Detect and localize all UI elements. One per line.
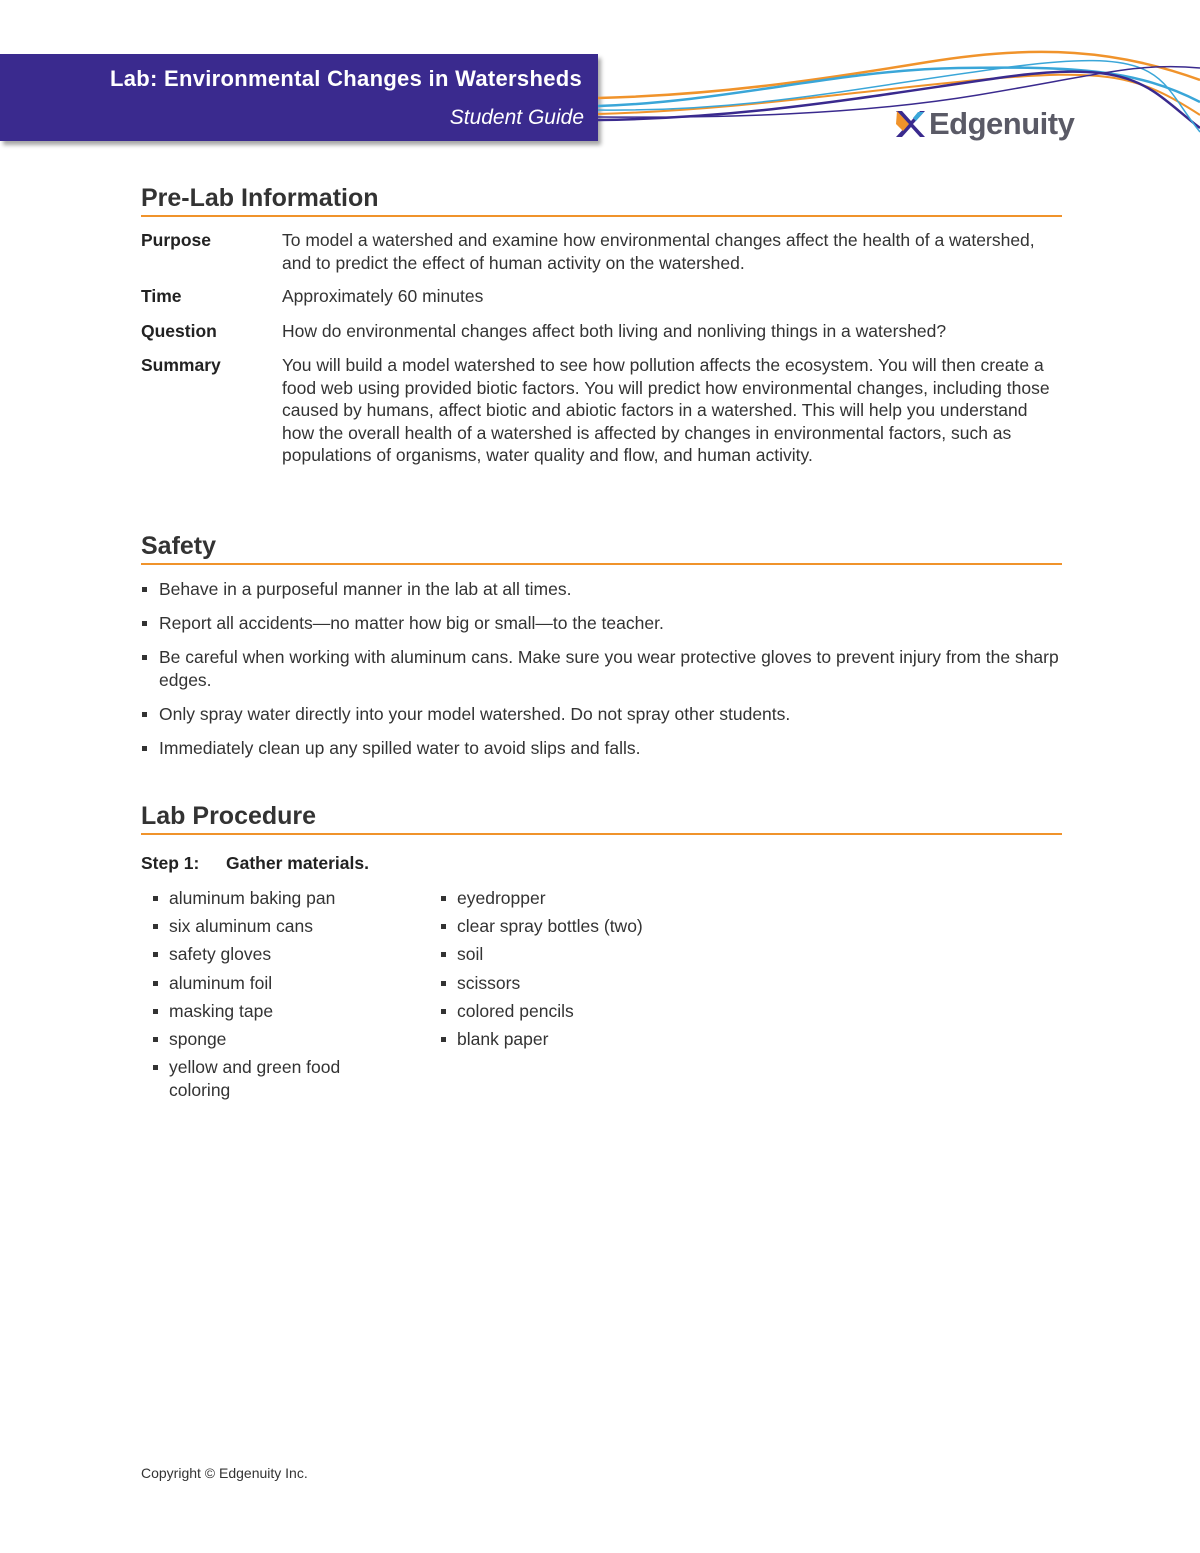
document-title: Lab: Environmental Changes in Watersheds [109, 66, 582, 91]
list-item [152, 1056, 384, 1101]
item-text: colored pencils [457, 1000, 574, 1021]
bullet-icon [153, 952, 158, 957]
procedure-heading: Lab Procedure [141, 800, 1062, 835]
item-text: Report all accidents—no matter how big or small—to the teacher. [159, 612, 664, 633]
list-item [440, 1028, 672, 1051]
list-item [141, 646, 1062, 691]
step-1-heading [141, 853, 369, 874]
bullet-icon [441, 952, 446, 957]
list-item [152, 943, 384, 966]
bullet-icon [142, 655, 147, 660]
item-text: Only spray water directly into your model watershed. Do not spray other students. [159, 703, 791, 724]
step-number: Step 1: [141, 853, 200, 873]
bullet-icon [142, 621, 147, 626]
bullet-icon [441, 924, 446, 929]
item-text: aluminum baking pan [169, 888, 336, 908]
logo-text: Edgenuity [929, 106, 1075, 141]
item-text: blank paper [457, 1028, 549, 1049]
list-item [440, 915, 672, 938]
item-text: Behave in a purposeful manner in the lab at all times. [159, 579, 572, 599]
bullet-icon [153, 896, 158, 901]
bullet-icon [153, 1009, 158, 1014]
row-label: Time [141, 286, 182, 306]
item-text: six aluminum cans [169, 916, 313, 937]
bullet-icon [153, 1065, 158, 1070]
bullet-icon [441, 1037, 446, 1042]
bullet-icon [142, 712, 147, 717]
bullet-icon [441, 896, 446, 901]
row-label: Question [141, 321, 217, 341]
safety-list [141, 578, 1062, 771]
item-text: clear spray bottles (two) [457, 916, 643, 937]
item-text: scissors [457, 972, 521, 993]
list-item [152, 1028, 384, 1051]
bullet-icon [441, 981, 446, 986]
list-item [141, 578, 1062, 601]
row-value: You will build a model watershed to see how pollution affects the ecosystem. You will then create a food web using provided biotic factors. You will predict how environmental changes, including those caused by humans, affect biotic and abiotic factors in a watershed. This will help you understand how the overall health of a watershed is affected by changes in environmental factors, such as populations of organisms, water quality and flow, and human activity. [282, 355, 1050, 466]
edgenuity-x-icon [894, 109, 926, 139]
edgenuity-logo [894, 104, 1074, 144]
item-text: aluminum foil [169, 972, 273, 993]
row-value: Approximately 60 minutes [282, 286, 484, 306]
list-item [440, 943, 672, 966]
bullet-icon [441, 1009, 446, 1014]
item-text: eyedropper [457, 888, 546, 908]
copyright-footer: Copyright © Edgenuity Inc. [141, 1465, 308, 1481]
list-item [152, 972, 384, 995]
bullet-icon [142, 746, 147, 751]
list-item [141, 703, 1062, 726]
document-subtitle: Student Guide [449, 106, 584, 129]
step-title: Gather materials. [226, 853, 369, 873]
item-text: sponge [169, 1028, 227, 1049]
materials-list-left [152, 887, 384, 1107]
list-item [440, 1000, 672, 1023]
safety-heading: Safety [141, 530, 1062, 565]
header-banner [0, 54, 598, 141]
row-label: Summary [141, 355, 221, 375]
item-text: yellow and green food coloring [169, 1057, 341, 1100]
row-value: To model a watershed and examine how environmental changes affect the health of a watershed, and to predict the effect of human activity on the watershed. [282, 230, 1035, 273]
list-item [440, 887, 672, 910]
bullet-icon [153, 1037, 158, 1042]
bullet-icon [142, 587, 147, 592]
row-label: Purpose [141, 230, 212, 250]
list-item [440, 972, 672, 995]
item-text: soil [457, 944, 484, 965]
item-text: safety gloves [169, 944, 272, 965]
list-item [152, 915, 384, 938]
item-text: Be careful when working with aluminum cans. Make sure you wear protective gloves to prevent injury from the sharp edges. [159, 646, 1059, 690]
item-text: Immediately clean up any spilled water to avoid slips and falls. [159, 737, 641, 758]
bullet-icon [153, 924, 158, 929]
item-text: masking tape [169, 1000, 274, 1021]
materials-list-right [440, 887, 672, 1056]
list-item [141, 612, 1062, 635]
prelab-heading: Pre-Lab Information [141, 182, 1062, 217]
row-value: How do environmental changes affect both living and nonliving things in a watershed? [282, 321, 947, 341]
bullet-icon [153, 981, 158, 986]
list-item [141, 737, 1062, 760]
list-item [152, 887, 384, 910]
list-item [152, 1000, 384, 1023]
